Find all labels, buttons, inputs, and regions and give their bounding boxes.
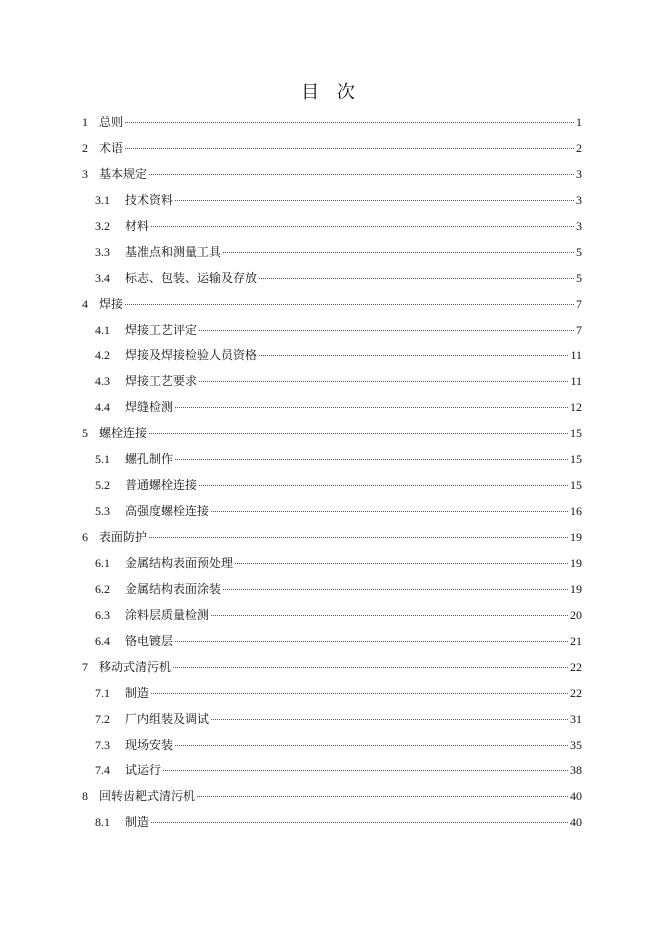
toc-entry-label: 基本规定 (99, 166, 148, 181)
dot-leader (149, 537, 568, 538)
toc-entry-label: 焊缝检测 (125, 400, 174, 415)
toc-entry[interactable] (82, 784, 582, 810)
toc-entry[interactable] (82, 162, 582, 188)
dot-leader (163, 770, 568, 771)
toc-entry-page-number: 19 (570, 555, 582, 570)
toc-entry-number: 7 (82, 659, 88, 674)
toc-entry[interactable] (82, 369, 582, 395)
dot-leader (125, 148, 574, 149)
toc-entry-label: 厂内组装及调试 (125, 711, 210, 726)
toc-entry-label: 铬电镀层 (125, 633, 174, 648)
toc-entry[interactable] (82, 214, 582, 240)
toc-entry-label: 螺栓连接 (99, 426, 148, 441)
toc-entry-page-number: 7 (576, 296, 582, 311)
toc-entry-page-number: 11 (570, 374, 582, 389)
dot-leader (149, 433, 568, 434)
toc-entry[interactable] (82, 343, 582, 369)
toc-entry-page-number: 40 (570, 815, 582, 830)
toc-entry-number: 3.1 (95, 192, 110, 207)
toc-entry-number: 6 (82, 530, 88, 544)
toc-entry-page-number: 3 (576, 218, 582, 233)
toc-entry-label: 制造 (125, 815, 150, 830)
toc-entry-number: 5.1 (95, 452, 110, 467)
toc-entry[interactable] (82, 473, 582, 499)
toc-entry[interactable] (82, 499, 582, 525)
toc-entry-number: 7.1 (95, 685, 110, 700)
dot-leader (199, 485, 568, 486)
toc-entry-page-number: 31 (570, 711, 582, 726)
toc-entry-page-number: 22 (570, 659, 582, 674)
toc-entry-page-number: 22 (570, 685, 582, 700)
toc-entry-label: 制造 (125, 685, 150, 700)
toc-entry-label: 焊接工艺要求 (125, 374, 198, 389)
dot-leader (175, 459, 568, 460)
toc-entry[interactable] (82, 551, 582, 577)
toc-entry-page-number: 12 (570, 400, 582, 415)
toc-entry-label: 表面防护 (99, 530, 148, 544)
toc-entry-number: 4.1 (95, 322, 110, 337)
toc-entry-page-number: 3 (576, 192, 582, 207)
dot-leader (175, 200, 574, 201)
toc-entry-number: 3.4 (95, 270, 110, 285)
toc-entry-number: 7.4 (95, 763, 110, 778)
toc-entry-label: 术语 (99, 140, 124, 155)
toc-entry-number: 3.3 (95, 244, 110, 259)
toc-entry-label: 基准点和测量工具 (125, 244, 222, 259)
toc-entry-page-number: 7 (576, 322, 582, 337)
toc-entry-page-number: 15 (570, 452, 582, 467)
toc-entry-number: 5 (82, 426, 88, 441)
toc-entry-page-number: 40 (570, 789, 582, 804)
toc-entry-page-number: 5 (576, 270, 582, 285)
dot-leader (223, 252, 574, 253)
toc-entry-label: 普通螺栓连接 (125, 478, 198, 493)
toc-entry-label: 技术资料 (125, 192, 174, 207)
toc-entry-number: 4.4 (95, 400, 110, 415)
toc-entry-number: 4.3 (95, 374, 110, 389)
dot-leader (197, 796, 568, 797)
toc-entry-page-number: 5 (576, 244, 582, 259)
toc-entry-label: 总则 (99, 115, 124, 129)
toc-entry-number: 7.3 (95, 737, 110, 752)
toc-entry[interactable] (82, 421, 582, 447)
toc-entry-label: 涂料层质量检测 (125, 607, 210, 622)
toc-entry-page-number: 21 (570, 633, 582, 648)
toc-entry[interactable] (82, 681, 582, 707)
dot-leader (173, 667, 568, 668)
toc-entry-page-number: 19 (570, 530, 582, 544)
dot-leader (223, 589, 568, 590)
toc-entry-label: 移动式清污机 (99, 659, 172, 674)
toc-entry-number: 6.1 (95, 555, 110, 570)
dot-leader (175, 407, 568, 408)
toc-entry[interactable] (82, 318, 582, 344)
toc-entry-number: 4 (82, 296, 88, 311)
dot-leader (211, 719, 568, 720)
toc-entry[interactable] (82, 733, 582, 759)
toc-entry[interactable] (82, 577, 582, 603)
toc-entry[interactable] (82, 292, 582, 318)
toc-entry[interactable] (82, 266, 582, 292)
toc-entry[interactable] (82, 188, 582, 214)
toc-entry-number: 3 (82, 166, 88, 181)
toc-entry[interactable] (82, 240, 582, 266)
toc-entry-page-number: 3 (576, 166, 582, 181)
toc-entry-number: 4.2 (95, 348, 110, 363)
dot-leader (211, 511, 568, 512)
toc-entry-number: 8 (82, 789, 88, 804)
dot-leader (125, 304, 574, 305)
toc-entry-number: 5.3 (95, 504, 110, 519)
toc-entry-number: 5.2 (95, 478, 110, 493)
toc-entry[interactable] (82, 810, 582, 836)
toc-entry-number: 7.2 (95, 711, 110, 726)
toc-entry-label: 螺孔制作 (125, 452, 174, 467)
toc-entry-page-number: 35 (570, 737, 582, 752)
toc-entry-page-number: 16 (570, 504, 582, 519)
toc-entry-label: 高强度螺栓连接 (125, 504, 210, 519)
toc-entry[interactable] (82, 603, 582, 629)
toc-entry[interactable] (82, 447, 582, 473)
toc-entry[interactable] (82, 136, 582, 162)
toc-entry-number: 1 (82, 115, 88, 129)
toc-entry-number: 6.3 (95, 607, 110, 622)
toc-entry-number: 6.2 (95, 581, 110, 596)
toc-entry-page-number: 1 (576, 115, 582, 129)
toc-entry-page-number: 19 (570, 581, 582, 596)
toc-entry-page-number: 20 (570, 607, 582, 622)
toc-entry-label: 回转齿耙式清污机 (99, 789, 196, 804)
toc-entry-label: 金属结构表面预处理 (125, 555, 234, 570)
toc-entry-label: 材料 (125, 218, 150, 233)
toc-entry-number: 2 (82, 140, 88, 155)
toc-entry-label: 现场安装 (125, 737, 174, 752)
toc-entry-label: 焊接及焊接检验人员资格 (125, 348, 258, 363)
toc-entry[interactable] (82, 525, 582, 551)
toc-entry-page-number: 15 (570, 426, 582, 441)
toc-entry-page-number: 15 (570, 478, 582, 493)
toc-entry-label: 焊接 (99, 296, 124, 311)
dot-leader (151, 693, 568, 694)
toc-entry-page-number: 38 (570, 763, 582, 778)
toc-entry[interactable] (82, 629, 582, 655)
toc-entry[interactable] (82, 758, 582, 784)
dot-leader (259, 278, 574, 279)
page-title: 目 次 (301, 82, 361, 103)
dot-leader (199, 381, 568, 382)
dot-leader (151, 226, 574, 227)
toc-entry[interactable] (82, 395, 582, 421)
toc-entry-label: 试运行 (125, 763, 162, 778)
toc-entry-number: 8.1 (95, 815, 110, 830)
toc-entry[interactable] (82, 707, 582, 733)
toc-entry[interactable] (82, 110, 582, 136)
dot-leader (235, 563, 568, 564)
dot-leader (259, 355, 568, 356)
dot-leader (199, 330, 574, 331)
dot-leader (151, 822, 568, 823)
table-of-contents (82, 110, 582, 836)
dot-leader (211, 615, 568, 616)
toc-entry[interactable] (82, 655, 582, 681)
toc-entry-number: 3.2 (95, 218, 110, 233)
toc-entry-page-number: 2 (576, 140, 582, 155)
toc-entry-number: 6.4 (95, 633, 110, 648)
dot-leader (175, 641, 568, 642)
toc-entry-page-number: 11 (570, 348, 582, 363)
toc-entry-label: 焊接工艺评定 (125, 322, 198, 337)
toc-entry-label: 金属结构表面涂装 (125, 581, 222, 596)
dot-leader (149, 174, 574, 175)
toc-entry-label: 标志、包装、运输及存放 (125, 270, 258, 285)
dot-leader (125, 122, 574, 123)
dot-leader (175, 745, 568, 746)
